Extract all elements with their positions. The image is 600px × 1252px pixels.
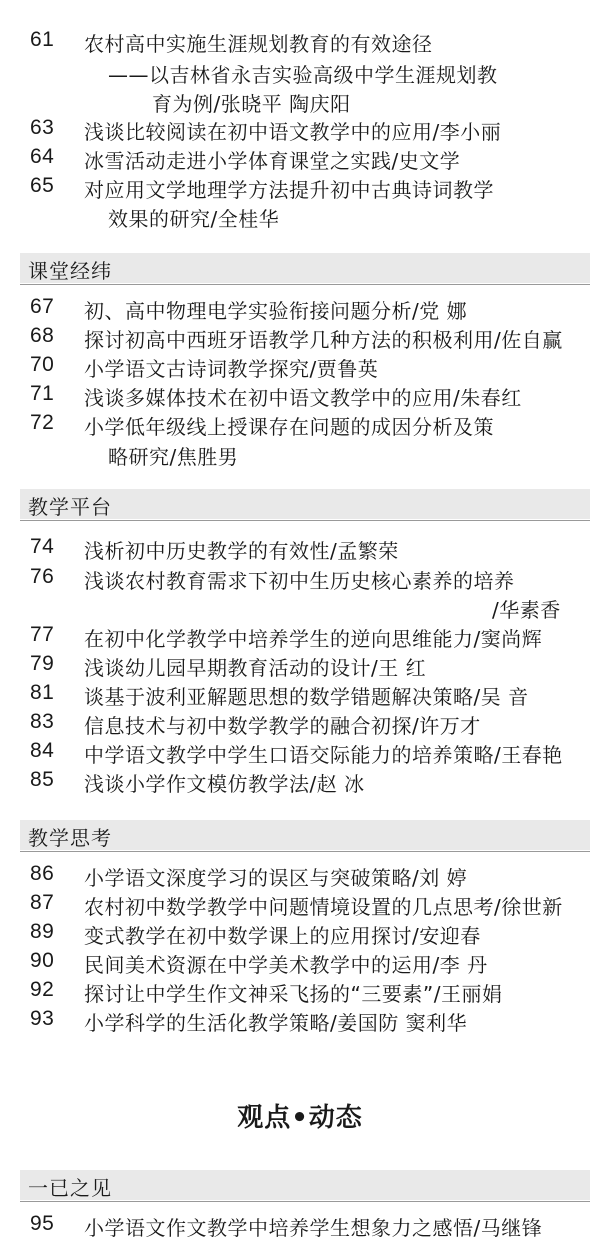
toc-entry[interactable] xyxy=(0,353,600,381)
entry-title: 小学语文古诗词教学探究/贾鲁英 xyxy=(84,357,379,381)
section-divider xyxy=(20,284,590,285)
entry-title: 变式教学在初中数学课上的应用探讨/安迎春 xyxy=(84,924,481,948)
entry-title: 农村初中数学教学中问题情境设置的几点思考/徐世新 xyxy=(84,895,563,919)
toc-entry[interactable] xyxy=(0,768,600,796)
entry-title: 浅谈农村教育需求下初中生历史核心素养的培养 xyxy=(84,569,515,593)
entry-subtitle-cont: 育为例/张晓平 陶庆阳 xyxy=(152,92,351,116)
entry-subtitle: ——以吉林省永吉实验高级中学生涯规划教 xyxy=(108,63,498,87)
section-divider xyxy=(20,520,590,521)
page-number: 81 xyxy=(30,681,55,704)
page-number: 71 xyxy=(30,382,55,405)
toc-entry[interactable] xyxy=(0,174,600,232)
toc-entry[interactable] xyxy=(0,891,600,919)
entry-title: 小学低年级线上授课存在问题的成因分析及策 xyxy=(84,415,494,439)
toc-entry[interactable] xyxy=(0,681,600,709)
page-number: 85 xyxy=(30,768,55,791)
page-number: 84 xyxy=(30,739,55,762)
part-heading: 观点•动态 xyxy=(237,1103,363,1133)
entry-title: 小学语文深度学习的误区与突破策略/刘 婷 xyxy=(84,866,468,890)
toc-entry[interactable] xyxy=(0,28,600,118)
toc-entry[interactable] xyxy=(0,862,600,890)
toc-entry[interactable] xyxy=(0,145,600,173)
page-number: 64 xyxy=(30,145,55,168)
page-number: 68 xyxy=(30,324,55,347)
entry-title: 小学科学的生活化教学策略/姜国防 窦利华 xyxy=(84,1011,468,1035)
toc-entry[interactable] xyxy=(0,739,600,767)
entry-title: 浅析初中历史教学的有效性/孟繁荣 xyxy=(84,539,399,563)
page-number: 76 xyxy=(30,565,55,588)
page-number: 95 xyxy=(30,1212,55,1235)
page-number: 70 xyxy=(30,353,55,376)
toc-entry[interactable] xyxy=(0,920,600,948)
entry-title: 冰雪活动走进小学体育课堂之实践/史文学 xyxy=(84,149,461,173)
toc-entry[interactable] xyxy=(0,535,600,563)
section-title: 教学思考 xyxy=(28,826,112,850)
section-header xyxy=(20,1170,590,1200)
page-number: 79 xyxy=(30,652,55,675)
toc-entry[interactable] xyxy=(0,565,600,623)
page-number: 86 xyxy=(30,862,55,885)
entry-title: 初、高中物理电学实验衔接问题分析/党 娜 xyxy=(84,299,468,323)
section-header xyxy=(20,489,590,519)
section-header xyxy=(20,820,590,850)
page-number: 90 xyxy=(30,949,55,972)
page-number: 83 xyxy=(30,710,55,733)
entry-title: 浅谈幼儿园早期教育活动的设计/王 红 xyxy=(84,656,427,680)
entry-title: 小学语文作文教学中培养学生想象力之感悟/马继锋 xyxy=(84,1216,543,1240)
toc-entry[interactable] xyxy=(0,623,600,651)
toc-entry[interactable] xyxy=(0,1007,600,1035)
page-number: 67 xyxy=(30,295,55,318)
section-title: 一已之见 xyxy=(28,1176,112,1200)
page-number: 87 xyxy=(30,891,55,914)
page-number: 89 xyxy=(30,920,55,943)
section-title: 教学平台 xyxy=(28,495,112,519)
entry-title: 中学语文教学中学生口语交际能力的培养策略/王春艳 xyxy=(84,743,563,767)
toc-entry[interactable] xyxy=(0,652,600,680)
page-number: 63 xyxy=(30,116,55,139)
section-title: 课堂经纬 xyxy=(28,259,112,283)
toc-entry[interactable] xyxy=(0,1212,600,1240)
toc-entry[interactable] xyxy=(0,324,600,352)
page-number: 65 xyxy=(30,174,55,197)
entry-title: 在初中化学教学中培养学生的逆向思维能力/窦尚辉 xyxy=(84,627,543,651)
entry-title-cont: 略研究/焦胜男 xyxy=(108,445,239,469)
section-divider xyxy=(20,851,590,852)
toc-entry[interactable] xyxy=(0,978,600,1006)
entry-title: 探讨让中学生作文神采飞扬的“三要素”/王丽娟 xyxy=(84,982,503,1006)
page-number: 77 xyxy=(30,623,55,646)
page-number: 72 xyxy=(30,411,55,434)
entry-title: 浅谈比较阅读在初中语文教学中的应用/李小丽 xyxy=(84,120,502,144)
page-number: 93 xyxy=(30,1007,55,1030)
page-number: 61 xyxy=(30,28,55,51)
page-number: 74 xyxy=(30,535,55,558)
toc-entry[interactable] xyxy=(0,295,600,323)
entry-title: 信息技术与初中数学教学的融合初探/许万才 xyxy=(84,714,481,738)
entry-title: 探讨初高中西班牙语教学几种方法的积极利用/佐自赢 xyxy=(84,328,563,352)
toc-entry[interactable] xyxy=(0,411,600,469)
entry-title: 农村高中实施生涯规划教育的有效途径 xyxy=(84,32,433,56)
entry-title: 浅谈多媒体技术在初中语文教学中的应用/朱春红 xyxy=(84,386,522,410)
toc-entry[interactable] xyxy=(0,710,600,738)
entry-title: 民间美术资源在中学美术教学中的运用/李 丹 xyxy=(84,953,488,977)
toc-entry[interactable] xyxy=(0,949,600,977)
entry-title: 浅谈小学作文模仿教学法/赵 冰 xyxy=(84,772,365,796)
section-header xyxy=(20,253,590,283)
toc-entry[interactable] xyxy=(0,116,600,144)
entry-title: 对应用文学地理学方法提升初中古典诗词教学 xyxy=(84,178,494,202)
toc-entry[interactable] xyxy=(0,382,600,410)
entry-author: /华素香 xyxy=(492,598,561,622)
page-number: 92 xyxy=(30,978,55,1001)
section-divider xyxy=(20,1201,590,1202)
entry-title-cont: 效果的研究/全桂华 xyxy=(108,207,280,231)
entry-title: 谈基于波利亚解题思想的数学错题解决策略/吴 音 xyxy=(84,685,529,709)
